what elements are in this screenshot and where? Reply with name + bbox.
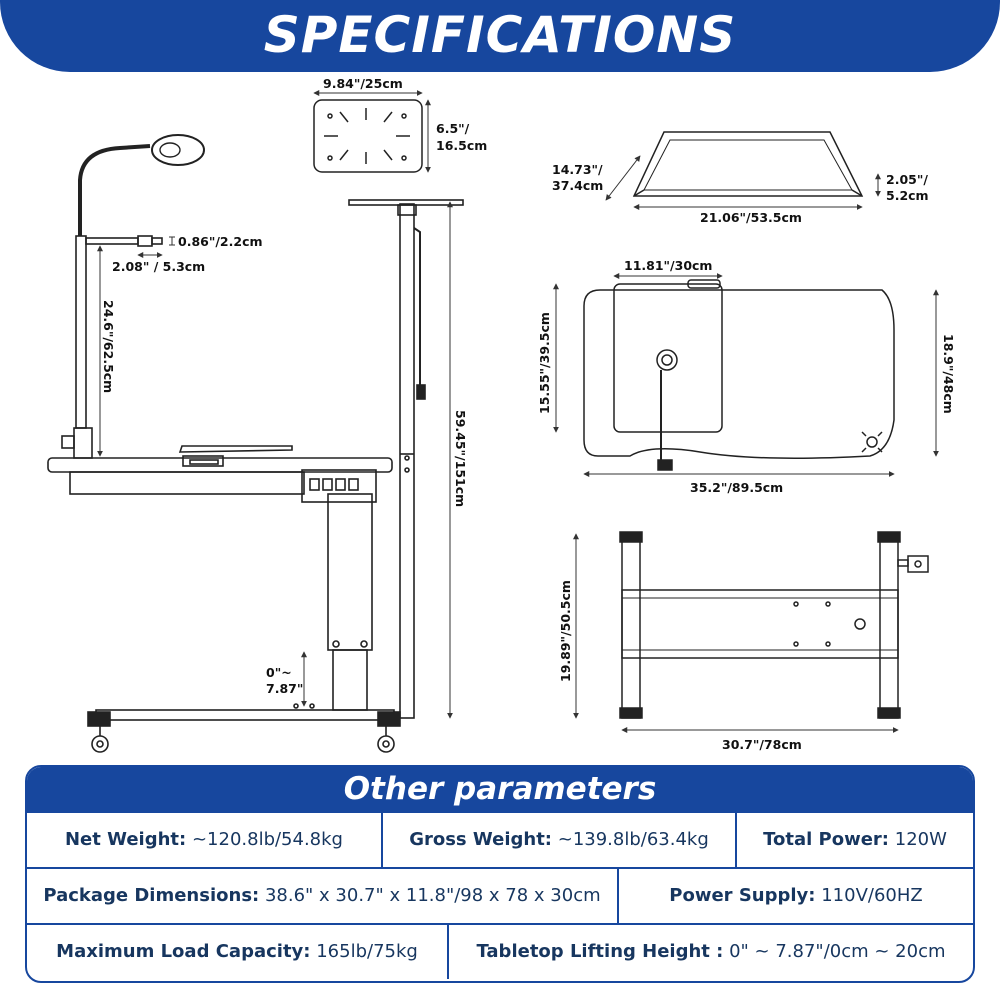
total-power-cell [737,813,973,867]
tray-depth-label-b: 37.4cm [552,178,604,193]
tray-height-label-a: 2.05"/ [886,172,928,187]
max-load-value: 165lb/75kg [310,941,418,962]
top-view [584,280,894,470]
lift-range-label-a: 0"~ [266,665,292,680]
total-power-key: Total Power: [763,829,890,850]
side-view-cart [48,135,463,752]
page-title: SPECIFICATIONS [263,6,737,64]
drawer-width-label: 11.81"/30cm [624,258,713,273]
plate-height-label-b: 16.5cm [436,138,488,153]
drawer-depth-label: 15.55"/39.5cm [537,312,552,414]
gross-weight-cell [383,813,735,867]
params-row-3 [27,923,973,979]
base-front-view [620,532,928,718]
pole-total-height-label: 59.45"/151cm [453,410,468,508]
lamp-arm-length-label: 2.08" / 5.3cm [112,259,206,274]
gross-weight-value: ~139.8lb/63.4kg [552,829,709,850]
total-power-value: 120W [889,829,947,850]
top-depth-label: 18.9"/48cm [941,334,956,414]
tray-height-label-b: 5.2cm [886,188,929,203]
mounting-plate [314,100,422,172]
lamp-pole-height-label: 24.6"/62.5cm [101,300,116,394]
tray-view [634,132,862,196]
package-dimensions-cell [27,869,617,923]
gross-weight-key: Gross Weight: [409,829,553,850]
lamp-arm-height-label: 0.86"/2.2cm [178,234,263,249]
plate-width-label: 9.84"/25cm [323,76,403,91]
net-weight-cell [27,813,381,867]
tray-depth-label-a: 14.73"/ [552,162,603,177]
params-row-2 [27,867,973,923]
net-weight-value: ~120.8lb/54.8kg [186,829,343,850]
top-width-label: 35.2"/89.5cm [690,480,784,495]
max-load-key: Maximum Load Capacity: [56,941,311,962]
lifting-height-cell [449,925,973,979]
base-width-label: 30.7"/78cm [722,737,802,752]
power-supply-value: 110V/60HZ [815,885,923,906]
base-height-label: 19.89"/50.5cm [558,580,573,682]
lift-range-label-b: 7.87" [266,681,304,696]
lifting-height-key: Tabletop Lifting Height : [476,941,724,962]
package-dimensions-value: 38.6" x 30.7" x 11.8"/98 x 78 x 30cm [259,885,601,906]
power-supply-key: Power Supply: [669,885,816,906]
lifting-height-value: 0" ~ 7.87"/0cm ~ 20cm [723,941,946,962]
params-row-1 [27,811,973,867]
max-load-cell [27,925,447,979]
tray-width-label: 21.06"/53.5cm [700,210,802,225]
package-dimensions-key: Package Dimensions: [43,885,260,906]
other-parameters-title: Other parameters [27,767,973,811]
net-weight-key: Net Weight: [64,829,187,850]
plate-height-label-a: 6.5"/ [436,121,470,136]
other-parameters-panel [25,765,975,983]
power-supply-cell [619,869,973,923]
